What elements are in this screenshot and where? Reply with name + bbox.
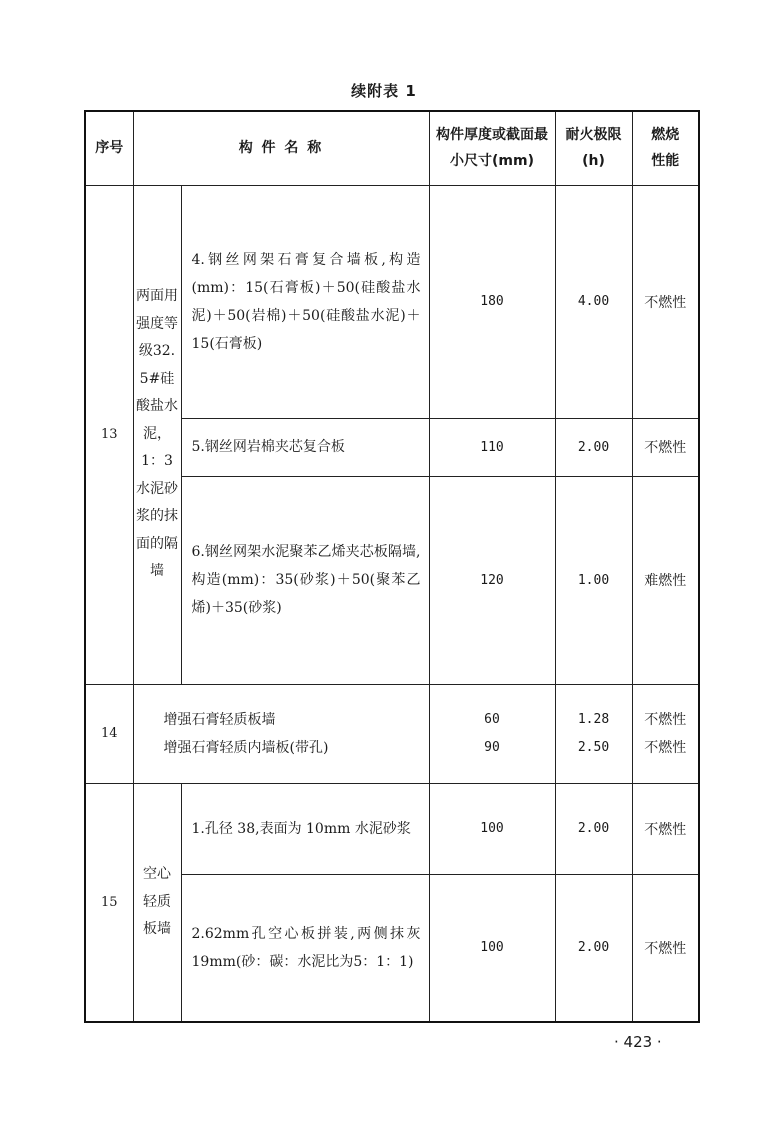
table-row <box>85 783 699 874</box>
item-fire-limit: 1.00 <box>555 476 632 684</box>
item-thickness: 60 <box>484 711 500 727</box>
item-description-group <box>133 684 429 783</box>
table-row <box>85 185 699 418</box>
header-combustion: 燃烧性能 <box>632 111 699 185</box>
item-combustion: 不燃性 <box>644 739 687 756</box>
item-combustion: 不燃性 <box>632 418 699 476</box>
row-number: 13 <box>85 185 133 684</box>
item-combustion: 不燃性 <box>632 185 699 418</box>
item-thickness-group <box>429 684 555 783</box>
item-description: 增强石膏轻质板墙 <box>163 711 276 728</box>
table-row <box>85 684 699 783</box>
item-thickness: 100 <box>429 783 555 874</box>
item-fire-limit-group <box>555 684 632 783</box>
header-thickness: 构件厚度或截面最小尺寸(mm) <box>429 111 555 185</box>
header-name: 构 件 名 称 <box>133 111 429 185</box>
fire-resistance-table <box>84 110 700 1023</box>
row-category: 空心轻质板墙 <box>133 783 181 1022</box>
item-thickness: 180 <box>429 185 555 418</box>
row-number: 15 <box>85 783 133 1022</box>
item-combustion: 不燃性 <box>644 711 687 728</box>
header-no: 序号 <box>85 111 133 185</box>
item-description: 2.62mm孔空心板拼装,两侧抹灰 19mm(砂：碳：水泥比为5：1：1) <box>181 874 429 1022</box>
item-description: 1.孔径 38,表面为 10mm 水泥砂浆 <box>181 783 429 874</box>
item-thickness: 120 <box>429 476 555 684</box>
item-combustion: 不燃性 <box>632 783 699 874</box>
item-thickness: 100 <box>429 874 555 1022</box>
item-description: 增强石膏轻质内墙板(带孔) <box>163 739 329 756</box>
item-fire-limit: 2.00 <box>555 783 632 874</box>
item-fire-limit: 1.28 <box>577 711 610 727</box>
item-thickness: 90 <box>484 739 500 755</box>
item-description: 5.钢丝网岩棉夹芯复合板 <box>181 418 429 476</box>
row-number: 14 <box>85 684 133 783</box>
page-number: · 423 · <box>614 1033 662 1051</box>
row-category: 两面用强度等级32.5#硅酸盐水泥，1：3水泥砂浆的抹面的隔墙 <box>133 185 181 684</box>
item-combustion-group <box>632 684 699 783</box>
item-thickness: 110 <box>429 418 555 476</box>
item-combustion: 难燃性 <box>632 476 699 684</box>
item-description: 4.钢丝网架石膏复合墙板,构造(mm)：15(石膏板)＋50(硅酸盐水泥)＋50(岩棉)＋50(硅酸盐水泥)＋15(石膏板) <box>181 185 429 418</box>
item-fire-limit: 2.50 <box>577 739 610 755</box>
item-combustion: 不燃性 <box>632 874 699 1022</box>
table-title: 续附表 1 <box>351 82 417 100</box>
item-fire-limit: 2.00 <box>555 874 632 1022</box>
item-fire-limit: 4.00 <box>555 185 632 418</box>
header-fire-limit: 耐火极限(h) <box>555 111 632 185</box>
header-row <box>85 111 699 185</box>
item-description: 6.钢丝网架水泥聚苯乙烯夹芯板隔墙,构造(mm)：35(砂浆)＋50(聚苯乙烯)＋35(砂浆) <box>181 476 429 684</box>
item-fire-limit: 2.00 <box>555 418 632 476</box>
